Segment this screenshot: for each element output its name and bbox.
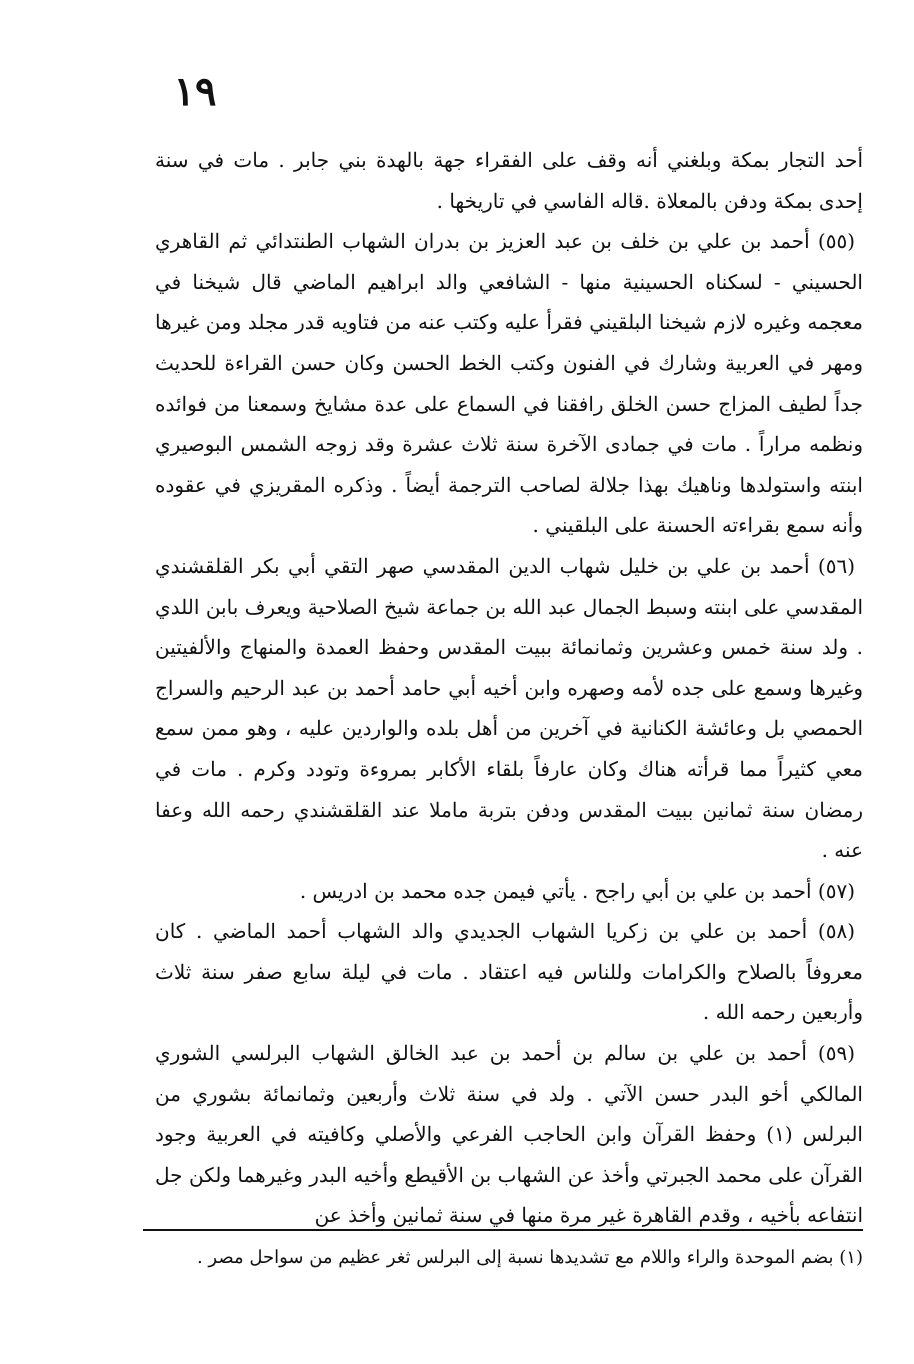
entry-55: (٥٥) أحمد بن علي بن خلف بن عبد العزيز بن بدران الشهاب الطنتدائي ثم القاهري الحسيني - لسكناه الحسينية منها - الشافعي والد ابراهيم الماضي قال شيخنا في معجمه وغيره لازم شيخنا البلقيني فقرأ عليه وكتب عنه من فتاويه قدر مجلد ومن غيرها ومهر في العربية وشارك في الفنون وكتب الخط الحسن وكان حسن القراءة للحديث جداً لطيف المزاج حسن الخلق رافقنا في السماع على عدة مشايخ وسمعنا من فوائده ونظمه مراراً . مات في جمادى الآخرة سنة ثلاث عشرة وقد زوجه الشمس البوصيري ابنته واستولدها وناهيك بهذا جلالة لصاحب الترجمة أيضاً . وذكره المقريزي في عقوده وأنه سمع بقراءته الحسنة على البلقيني .	[155, 229, 863, 538]
footnote: (١) بضم الموحدة والراء واللام مع تشديدها نسبة إلى البرلس ثغر عظيم من سواحل مصر .	[196, 1247, 863, 1268]
entry-57: (٥٧) أحمد بن علي بن أبي راجح . يأتي فيمن جده محمد بن ادريس .	[299, 878, 855, 903]
entry-56: (٥٦) أحمد بن علي بن خليل شهاب الدين المقدسي صهر التقي أبي بكر القلقشندي المقدسي على ابنته وسبط الجمال عبد الله بن جماعة شيخ الصلاحية ويعرف بابن اللدي . ولد سنة خمس وعشرين وثمانمائة ببيت المقدس وحفظ العمدة والمنهاج والألفيتين وغيرها وسمع على جده لأمه وصهره وابن أخيه أبي حامد أحمد بن عبد الرحيم والسراج الحمصي بل وعائشة الكنانية في آخرين من أهل بلده والواردين عليه ، وهو ممن سمع معي كثيراً مما قرأته هناك وكان عارفاً بلقاء الأكابر بمروءة وتودد وكرم . مات في رمضان سنة ثمانين ببيت المقدس ودفن بتربة ماملا عند القلقشندي رحمه الله وعفا عنه .	[155, 553, 863, 863]
entry-59: (٥٩) أحمد بن علي بن سالم بن أحمد بن عبد الخالق الشهاب البرلسي الشوري المالكي أخو البدر حسن الآتي . ولد في سنة ثلاث وأربعين وثمانمائة بشوري من البرلس (١) وحفظ القرآن وابن الحاجب الفرعي والأصلي وكافيته في العربية وجود القرآن على محمد الجبرتي وأخذ عن الشهاب بن الأقيطع وأخيه البدر وغيرهما ولكن جل انتفاعه بأخيه ، وقدم القاهرة غير مرة منها في سنة ثمانين وأخذ عن	[155, 1041, 863, 1228]
entry-58: (٥٨) أحمد بن علي بن زكريا الشهاب الجديدي والد الشهاب أحمد الماضي . كان معروفاً بالصلاح والكرامات وللناس فيه اعتقاد . مات في ليلة سابع صفر سنة ثلاث وأربعين رحمه الله .	[155, 919, 863, 1025]
main-text	[155, 140, 863, 1236]
page-number: ١٩	[173, 68, 217, 115]
paragraph-continuation: أحد التجار بمكة وبلغني أنه وقف على الفقراء جهة بالهدة بني جابر . مات في سنة إحدى بمكة ودفن بالمعلاة .قاله الفاسي في تاريخها .	[155, 148, 863, 213]
footnote-divider	[143, 1229, 863, 1231]
